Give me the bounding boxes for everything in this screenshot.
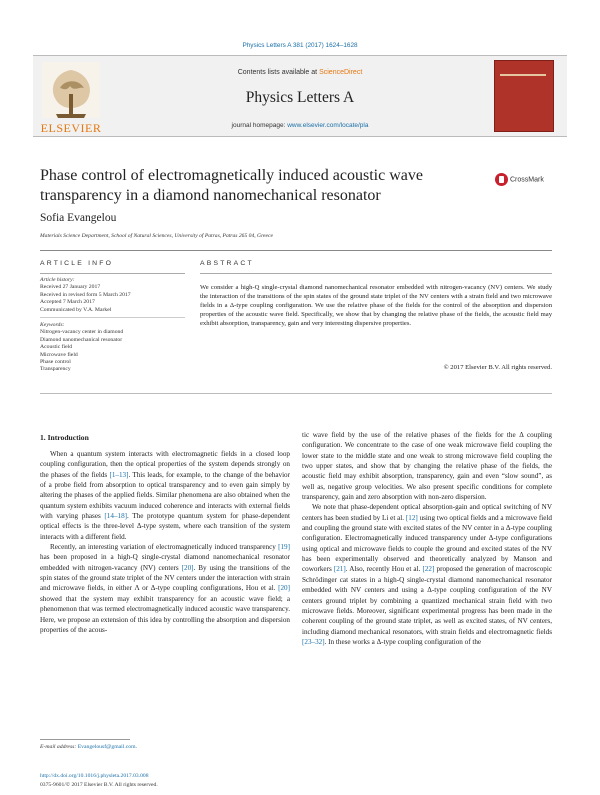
citation-link[interactable]: [21] bbox=[333, 565, 346, 574]
journal-title: Physics Letters A bbox=[245, 89, 355, 106]
crossmark-icon bbox=[495, 173, 508, 186]
article-history: Article history: Received 27 January 2017 Received in revised form 5 March 2017 Accepted 7 March 2017 Communicated by V.A. Markel bbox=[40, 277, 131, 313]
citation-link[interactable]: [20] bbox=[181, 563, 194, 572]
article-title: Phase control of electromagnetically induced acoustic wave transparency in a diamond nanomechanical resonator bbox=[40, 167, 423, 204]
journal-citation: Physics Letters A 381 (2017) 1624–1628 bbox=[242, 42, 358, 49]
paragraph: We note that phase-dependent optical absorption-gain and optical switching of NV centers has been studied by Li et al. [12] using two optical fields and a microwave field and coupling the ground state with excited states of the NV center in a Δ-type coupling configuration. Electromagnetically induced transparency under Δ-type configurations using optical and microwave fields to couple the ground and excited states of the NV has been experimentally observed and theoretically analyzed by Manson and coworkers [21]. Also, recently Hou et al. [22] proposed the generation of macroscopic Schrödinger cat states in a high-Q single-crystal diamond nanomechanical resonator embedded with NV centers and using a Δ-type coupling configuration of the NV centers ground triplet by combining a quantized mechanical strain field with two microwave fields. Moreover, significant experimental progress has been made in the coherent coupling of the ground state triplet, as well as excited states, of NV centers, including diamond mechanical resonators, with strain fields and electromagnetic fields [23–32]. In these works a Δ-type coupling configuration of the bbox=[302, 503, 553, 646]
divider bbox=[200, 273, 552, 274]
email-link[interactable]: Evangelousf@gmail.com bbox=[77, 744, 136, 750]
publisher-wordmark: ELSEVIER bbox=[40, 121, 102, 135]
section-heading: 1. Introduction bbox=[40, 433, 89, 442]
keyword: Phase control bbox=[40, 359, 71, 366]
sciencedirect-link[interactable]: ScienceDirect bbox=[319, 69, 363, 76]
contents-available: Contents lists available at ScienceDirect bbox=[237, 69, 363, 76]
right-column bbox=[302, 430, 552, 647]
paragraph: When a quantum system interacts with electromagnetic fields in a closed loop coupling configuration, then the optical properties of the system depends strongly on the phases of the fields [1–13]. This leads, for example, to the change of the behavior of a probe field from absorption to optical transparency and to even gain simply by altering the phases of the applied fields. Similar phenomena are also obtained when the quantum system exhibits vacuum induced coherence and interacts with external fields with varying phases [14–18]. The prototype quantum system for phase-dependent optical effects is the three-level Δ-type system, where each transition of the system interacts with a different field. bbox=[40, 450, 290, 541]
author-name: Sofia Evangelou bbox=[40, 212, 117, 224]
abstract-text: We consider a high-Q single-crystal diamond nanomechanical resonator embedded with nitrogen-vacancy (NV) centers. We study the interaction of the transitions of the spin states of the ground state triplet of the NV centers with a strain field and two microwave fields in a Δ-type coupling configuration. We use the relative phase of the fields for the control of the absorption and dispersion properties of the acoustic wave field. Specifically, we show that by changing the relative phase of the fields, the acoustic field may exhibit absorption, transparency, gain and very interesting dispersive properties. bbox=[200, 284, 552, 328]
divider bbox=[40, 273, 185, 274]
journal-cover-stripe bbox=[500, 74, 546, 76]
author-affiliation: Materials Science Department, School of Natural Sciences, University of Patras, Patras 265 04, Greece bbox=[40, 233, 273, 239]
divider bbox=[40, 393, 552, 394]
citation-link[interactable]: [14–18] bbox=[104, 512, 128, 521]
citation-link[interactable]: [20] bbox=[278, 584, 290, 593]
author-email: E-mail address: Evangelousf@gmail.com. bbox=[40, 744, 137, 750]
citation-link[interactable]: [19] bbox=[278, 543, 290, 552]
issn-copyright: 0375-9601/© 2017 Elsevier B.V. All rights reserved. bbox=[40, 782, 158, 788]
doi-link[interactable]: http://dx.doi.org/10.1016/j.physleta.2017.03.008 bbox=[40, 773, 149, 779]
journal-cover-image bbox=[494, 60, 554, 132]
crossmark-badge[interactable]: CrossMark bbox=[495, 173, 555, 189]
citation-link[interactable]: [12] bbox=[405, 513, 418, 522]
keyword: Acoustic field bbox=[40, 344, 73, 351]
paragraph: tic wave field by the use of the relative phases of the fields for the Δ coupling configuration. We concentrate to the case of one weak microwave field coupling the lower state to the middle state and one weak to strong microwave field coupling the two upper states, and show that by changing the relative phase of the fields, the acoustic field may exhibit absorption, transparency, gain and even “slow sound”, as well as, negative group velocities. We also present specific conditions for complete transparency, gain and zero absorption with non-zero dispersion. bbox=[302, 431, 552, 502]
keyword: Microwave field bbox=[40, 351, 78, 358]
citation-link[interactable]: [23–32] bbox=[302, 637, 325, 646]
keyword: Nitrogen-vacancy center in diamond bbox=[40, 329, 124, 336]
citation-link[interactable]: [1–13] bbox=[109, 470, 129, 479]
divider bbox=[40, 317, 185, 318]
article-info-heading: ARTICLE INFO bbox=[40, 260, 114, 267]
divider bbox=[40, 250, 552, 251]
abstract-copyright: © 2017 Elsevier B.V. All rights reserved. bbox=[443, 364, 552, 371]
keyword: Transparency bbox=[40, 366, 71, 373]
keywords: Keywords: Nitrogen-vacancy center in diamond Diamond nanomechanical resonator Acoustic field Microwave field Phase control Transparency bbox=[40, 322, 190, 374]
journal-homepage: journal homepage: www.elsevier.com/locate/pla bbox=[231, 122, 369, 129]
homepage-link[interactable]: www.elsevier.com/locate/pla bbox=[287, 122, 369, 129]
keyword: Diamond nanomechanical resonator bbox=[40, 336, 123, 343]
paragraph: Recently, an interesting variation of electromagnetically induced transparency [19] has been proposed in a high-Q single-crystal diamond nanomechanical resonator embedded with nitrogen-vacancy (NV) centers [20]. By using the transitions of the spin states of the ground state triplet of the NV centers under the interaction with strain and microwave fields, in either Λ or Δ-type coupling configurations, Hou et al. [20] showed that the system may exhibit transparency for an acoustic wave field; a phenomenon that was termed electromagnetically induced acoustic wave transparency. Here, we propose an extension of this idea by controlling the absorption and dispersion properties of the acous- bbox=[40, 543, 290, 634]
footnote-divider bbox=[40, 739, 130, 740]
abstract-heading: ABSTRACT bbox=[200, 260, 254, 267]
left-column bbox=[40, 449, 290, 635]
citation-link[interactable]: [22] bbox=[422, 565, 435, 574]
